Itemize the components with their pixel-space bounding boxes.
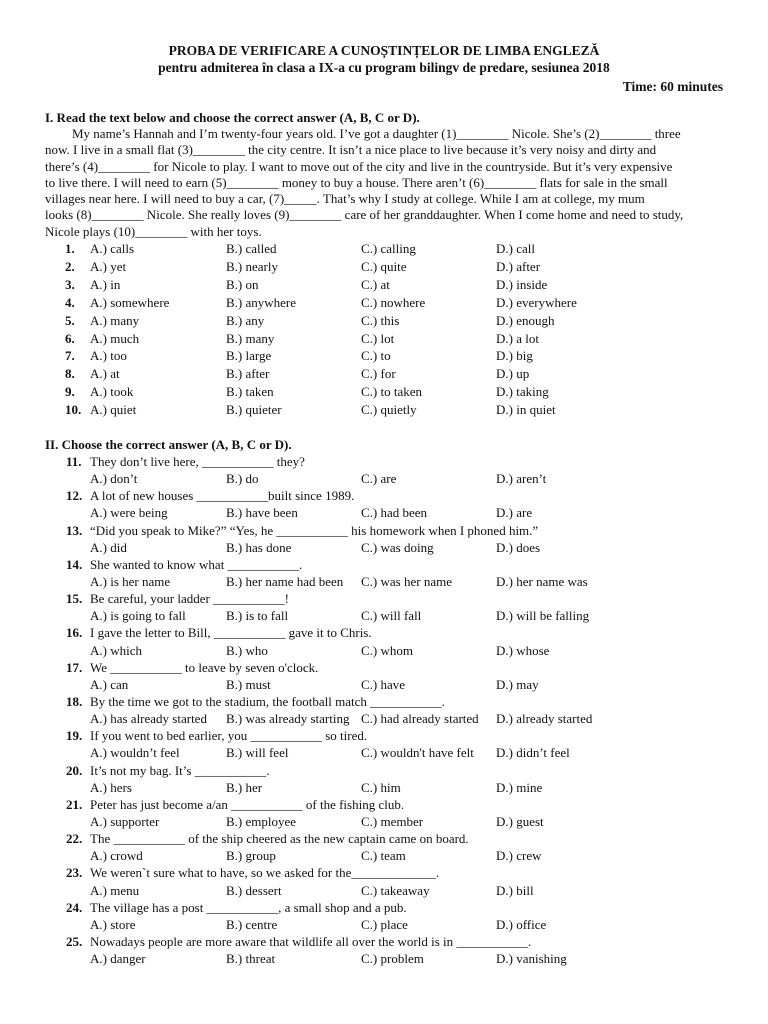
option-d: D.) enough: [496, 312, 555, 328]
option-d: D.) guest: [496, 814, 544, 829]
question: [45, 693, 723, 727]
option-c: C.) member: [361, 814, 424, 829]
section-2-heading: II. Choose the correct answer (A, B, C or D).: [45, 437, 292, 452]
option-a: A.) supporter: [90, 814, 160, 829]
option-d: D.) aren’t: [496, 471, 547, 487]
option-a: A.) is going to fall: [90, 608, 186, 624]
option-a: A.) calls: [90, 241, 135, 257]
option-d: D.) up: [496, 366, 530, 382]
option-d: D.) may: [496, 676, 539, 692]
answer-row: [45, 642, 723, 659]
passage-line: My name’s Hannah and I’m twenty-four years old. I’ve got a daughter (1)________ Nicole. She’s (2)________ three: [72, 126, 681, 141]
option-c: C.) had been: [361, 505, 428, 521]
option-b: B.) nearly: [226, 258, 278, 274]
answer-row: [45, 401, 723, 419]
question-text: Nowadays people are more aware that wildlife all over the world is in ___________.: [90, 933, 532, 949]
option-c: C.) to taken: [361, 384, 423, 400]
option-b: B.) called: [226, 241, 277, 257]
answer-row: [45, 330, 723, 348]
option-c: C.) was doing: [361, 539, 434, 555]
option-a: A.) were being: [90, 505, 168, 521]
option-a: A.) took: [90, 384, 134, 400]
option-d: D.) a lot: [496, 330, 539, 346]
question: [45, 453, 723, 487]
option-d: D.) whose: [496, 642, 550, 658]
question: [45, 590, 723, 624]
option-c: C.) place: [361, 916, 408, 932]
item-number: 4.: [65, 294, 75, 310]
answer-row: [45, 573, 723, 590]
question-stem: [45, 487, 723, 504]
option-a: A.) wouldn’t feel: [90, 745, 180, 761]
option-d: D.) bill: [496, 882, 534, 898]
option-d: D.) didn’t feel: [496, 745, 570, 761]
option-b: B.) threat: [226, 951, 276, 967]
option-b: B.) dessert: [226, 882, 282, 898]
section-2-questions: [45, 453, 723, 967]
question-text: They don’t live here, ___________ they?: [90, 454, 305, 469]
question-number: 25.: [66, 933, 83, 949]
passage-line: now. I live in a small flat (3)________ the city centre. It isn’t a nice place to live because it’s very noisy and dirty and: [45, 142, 657, 158]
option-b: B.) many: [226, 330, 275, 346]
answer-row: [45, 258, 723, 276]
question-text: Peter has just become a/an ___________ of the fishing club.: [90, 796, 405, 812]
option-b: B.) anywhere: [226, 294, 297, 310]
question-stem: [45, 624, 723, 641]
option-d: D.) are: [496, 505, 533, 521]
answer-row: [45, 347, 723, 365]
item-number: 7.: [65, 348, 75, 364]
option-c: C.) at: [361, 276, 390, 292]
option-b: B.) her name had been: [226, 574, 344, 590]
answer-row: [45, 744, 723, 761]
item-number: 8.: [65, 366, 75, 382]
question: [45, 522, 723, 556]
option-c: C.) lot: [361, 330, 395, 346]
option-b: B.) has done: [226, 539, 292, 555]
option-d: D.) will be falling: [496, 608, 590, 624]
item-number: 5.: [65, 312, 75, 328]
question: [45, 796, 723, 830]
option-a: A.) can: [90, 676, 129, 692]
option-b: B.) group: [226, 848, 276, 864]
option-b: B.) who: [226, 642, 268, 658]
question-number: 23.: [66, 865, 83, 881]
item-number: 3.: [65, 276, 75, 292]
answer-row: [45, 365, 723, 383]
passage-line: Nicole plays (10)________ with her toys.: [45, 223, 262, 239]
answer-row: [45, 950, 723, 967]
option-a: A.) much: [90, 330, 140, 346]
answer-row: [45, 470, 723, 487]
question: [45, 762, 723, 796]
question-number: 13.: [66, 522, 83, 538]
option-c: C.) will fall: [361, 608, 422, 624]
option-c: C.) wouldn't have felt: [361, 745, 474, 761]
option-d: D.) office: [496, 916, 547, 932]
question: [45, 899, 723, 933]
question-text: We weren`t sure what to have, so we asked for the_____________.: [90, 865, 440, 881]
option-c: C.) calling: [361, 241, 416, 257]
option-c: C.) are: [361, 471, 397, 487]
exam-title: PROBA DE VERIFICARE A CUNOȘTINȚELOR DE LIMBA ENGLEZĂ: [168, 43, 600, 58]
option-a: A.) in: [90, 276, 121, 292]
option-b: B.) her: [226, 779, 263, 795]
answer-row: [45, 882, 723, 899]
question-stem: [45, 864, 723, 881]
question-number: 19.: [66, 728, 83, 744]
question-number: 12.: [66, 488, 83, 504]
section-1: [45, 110, 723, 419]
question-text: A lot of new houses ___________built since 1989.: [90, 488, 355, 504]
question-text: “Did you speak to Mike?” “Yes, he ___________ his homework when I phoned him.”: [90, 522, 539, 538]
option-a: A.) which: [90, 642, 142, 658]
answer-row: [45, 916, 723, 933]
section-1-options: [45, 240, 723, 419]
answer-row: [45, 276, 723, 294]
option-a: A.) hers: [90, 779, 132, 795]
option-d: D.) call: [496, 241, 535, 257]
question-text: If you went to bed earlier, you ___________ so tired.: [90, 728, 368, 744]
question-text: By the time we got to the stadium, the football match ___________.: [90, 693, 445, 709]
exam-header: [0, 42, 768, 94]
option-a: A.) crowd: [90, 848, 143, 864]
option-b: B.) taken: [226, 384, 274, 400]
section-1-heading: I. Read the text below and choose the correct answer (A, B, C or D).: [45, 110, 420, 125]
option-d: D.) in quiet: [496, 402, 556, 418]
option-d: D.) mine: [496, 779, 543, 795]
answer-row: [45, 504, 723, 521]
question-stem: [45, 727, 723, 744]
answer-row: [45, 607, 723, 624]
option-a: A.) danger: [90, 951, 146, 967]
option-b: B.) after: [226, 366, 270, 382]
passage-line: there’s (4)________ for Nicole to play. I want to move out of the city and live in the countryside. But it’s very expensive: [45, 158, 673, 174]
option-c: C.) for: [361, 366, 396, 382]
option-c: C.) have: [361, 676, 406, 692]
option-c: C.) whom: [361, 642, 413, 658]
question-stem: [45, 659, 723, 676]
question-stem: [45, 590, 723, 607]
question-stem: [45, 899, 723, 916]
option-a: A.) many: [90, 312, 140, 328]
answer-row: [45, 240, 723, 258]
question-number: 17.: [66, 659, 83, 675]
option-a: A.) too: [90, 348, 127, 364]
answer-row: [45, 813, 723, 830]
question: [45, 727, 723, 761]
answer-row: [45, 779, 723, 796]
option-b: B.) large: [226, 348, 272, 364]
answer-row: [45, 294, 723, 312]
option-c: C.) problem: [361, 951, 424, 967]
question-stem: [45, 556, 723, 573]
passage-line: looks (8)________ Nicole. She really loves (9)________ care of her granddaughter. When I come home and need to study,: [45, 207, 684, 223]
answer-row: [45, 710, 723, 727]
question-text: It’s not my bag. It’s ___________.: [90, 762, 270, 778]
option-b: B.) quieter: [226, 402, 282, 418]
question-stem: [45, 693, 723, 710]
question-text: She wanted to know what ___________.: [90, 556, 303, 572]
answer-row: [45, 539, 723, 556]
option-d: D.) vanishing: [496, 951, 567, 967]
question-number: 22.: [66, 831, 83, 847]
option-a: A.) store: [90, 916, 136, 932]
option-a: A.) did: [90, 539, 127, 555]
time-limit: Time: 60 minutes: [622, 79, 723, 94]
option-c: C.) had already started: [361, 711, 479, 727]
item-number: 1.: [65, 241, 75, 257]
option-d: D.) already started: [496, 711, 593, 727]
question-stem: [45, 762, 723, 779]
option-b: B.) is to fall: [226, 608, 289, 624]
option-b: B.) must: [226, 676, 271, 692]
item-number: 10.: [65, 402, 82, 418]
item-number: 6.: [65, 330, 75, 346]
option-d: D.) taking: [496, 384, 549, 400]
question-stem: [45, 453, 723, 470]
answer-row: [45, 847, 723, 864]
question-number: 24.: [66, 899, 83, 915]
section-2: [45, 437, 723, 967]
option-d: D.) her name was: [496, 574, 588, 590]
option-a: A.) yet: [90, 258, 127, 274]
option-c: C.) to: [361, 348, 391, 364]
question: [45, 933, 723, 967]
option-d: D.) does: [496, 539, 541, 555]
option-a: A.) menu: [90, 882, 140, 898]
option-d: D.) big: [496, 348, 533, 364]
question-number: 11.: [66, 454, 82, 469]
option-d: D.) after: [496, 258, 541, 274]
question-text: I gave the letter to Bill, ___________ gave it to Chris.: [90, 625, 372, 641]
question-text: The ___________ of the ship cheered as the new captain came on board.: [90, 831, 469, 847]
passage-line: villages near here. I will need to buy a car, (7)_____. That’s why I study at college. While I am at college, my mum: [45, 191, 645, 207]
question-stem: [45, 933, 723, 950]
option-b: B.) was already starting: [226, 711, 350, 727]
option-c: C.) this: [361, 312, 400, 328]
option-c: C.) nowhere: [361, 294, 426, 310]
option-a: A.) don’t: [90, 471, 138, 487]
option-d: D.) crew: [496, 848, 542, 864]
question: [45, 659, 723, 693]
question-stem: [45, 830, 723, 847]
option-b: B.) do: [226, 471, 259, 487]
question-number: 18.: [66, 693, 83, 709]
option-a: A.) somewhere: [90, 294, 170, 310]
question-stem: [45, 796, 723, 813]
option-a: A.) at: [90, 366, 120, 382]
option-b: B.) will feel: [226, 745, 289, 761]
option-a: A.) is her name: [90, 574, 171, 590]
reading-passage: [45, 126, 723, 240]
option-b: B.) any: [226, 312, 265, 328]
option-c: C.) quietly: [361, 402, 417, 418]
answer-row: [45, 383, 723, 401]
question: [45, 830, 723, 864]
option-a: A.) quiet: [90, 402, 137, 418]
option-a: A.) has already started: [90, 711, 207, 727]
question-number: 21.: [66, 796, 83, 812]
question-text: We ___________ to leave by seven o'clock.: [90, 659, 319, 675]
option-c: C.) was her name: [361, 574, 452, 590]
question-number: 14.: [66, 556, 83, 572]
passage-line: to live there. I will need to earn (5)________ money to buy a house. There aren’t (6)________ flats for sale in the small: [45, 174, 668, 190]
question: [45, 556, 723, 590]
question-number: 15.: [66, 591, 83, 607]
option-d: D.) everywhere: [496, 294, 577, 310]
question-stem: [45, 522, 723, 539]
answer-row: [45, 676, 723, 693]
option-c: C.) him: [361, 779, 401, 795]
item-number: 9.: [65, 384, 75, 400]
option-b: B.) have been: [226, 505, 298, 521]
option-b: B.) centre: [226, 916, 278, 932]
item-number: 2.: [65, 258, 75, 274]
question-number: 16.: [66, 625, 83, 641]
question: [45, 487, 723, 521]
question: [45, 624, 723, 658]
option-b: B.) employee: [226, 814, 297, 829]
option-c: C.) takeaway: [361, 882, 430, 898]
exam-subtitle: pentru admiterea în clasa a IX-a cu program bilingv de predare, sesiunea 2018: [158, 60, 610, 75]
option-d: D.) inside: [496, 276, 548, 292]
option-c: C.) quite: [361, 258, 407, 274]
option-c: C.) team: [361, 848, 406, 864]
question-text: The village has a post ___________, a small shop and a pub.: [90, 899, 407, 915]
question-text: Be careful, your ladder ___________!: [90, 591, 289, 607]
question: [45, 864, 723, 898]
option-b: B.) on: [226, 276, 259, 292]
question-number: 20.: [66, 762, 83, 778]
answer-row: [45, 312, 723, 330]
